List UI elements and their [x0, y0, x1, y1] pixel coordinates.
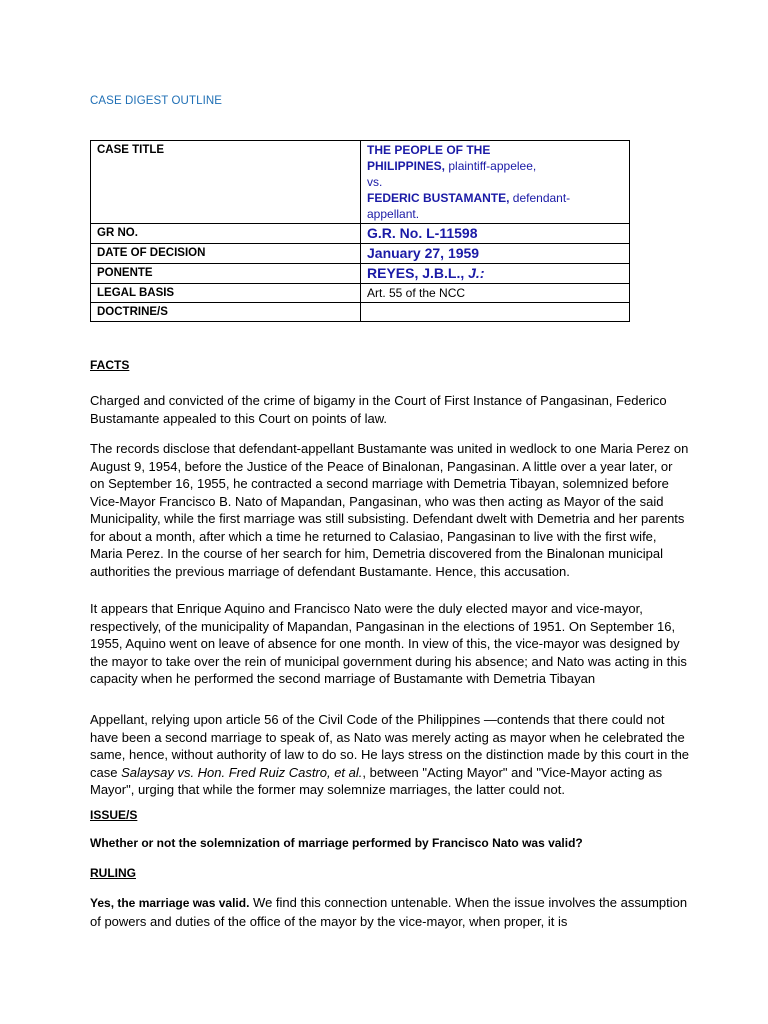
facts-heading: FACTS: [90, 358, 130, 372]
doctrine-label: DOCTRINE/S: [91, 303, 361, 322]
date-value: January 27, 1959: [367, 245, 480, 261]
facts-p4-part-b: , between "Acting Mayor" and "Vice-Mayor acting as Mayor", urging that while the former may solemnize marriages, the latter could not.: [90, 764, 663, 797]
ruling-heading: RULING: [90, 866, 136, 880]
issue-question: Whether or not the solemnization of marriage performed by Francisco Nato was valid?: [90, 836, 583, 850]
facts-paragraph-2: The records disclose that defendant-appellant Bustamante was united in wedlock to one Maria Perez on August 9, 1954, before the Justice of the Peace of Binalonan, Pangasinan. A little over a year later, or on September 16, 1955, he contracted a second marriage with Demetria Tibayan, solemnized before Vice-Mayor Francisco B. Nato of Mapandan, Pangasinan, who was then acting as Mayor of the said Municipality, while the first marriage was still subsisting. Defendant dwelt with Demetria and her parents for about a month, after which a time he returned to Calasiao, Pangasinan to live with the first wife, Maria Perez. In the course of her search for him, Demetria discovered from the Binalonan municipal authorities the previous marriage of defendant Bustamante. Hence, this accusation.: [90, 441, 689, 579]
case-title-defendant-role: defendant-: [509, 191, 571, 205]
gr-value: G.R. No. L-11598: [367, 225, 478, 241]
cited-case: Salaysay vs. Hon. Fred Ruiz Castro, et al.: [121, 764, 363, 780]
case-digest-table: [90, 140, 630, 322]
issue-heading: ISSUE/S: [90, 808, 138, 822]
ponente-value: REYES, J.B.L.,: [367, 265, 469, 281]
facts-paragraph-4: [90, 711, 690, 799]
ruling-text: We find this connection untenable. When the issue involves the assumption of powers and duties of the office of the mayor by the vice-mayor, when proper, it is: [90, 895, 688, 929]
legal-basis-label: LEGAL BASIS: [91, 284, 361, 303]
case-title-versus: vs.: [367, 175, 383, 189]
ponente-j: J.:: [468, 265, 485, 281]
case-title-label: CASE TITLE: [91, 141, 361, 224]
case-title-line1: THE PEOPLE OF THE: [367, 143, 491, 157]
date-label: DATE OF DECISION: [91, 244, 361, 264]
case-title-plaintiff-role: plaintiff-appelee,: [445, 159, 537, 173]
case-title-row: [91, 141, 630, 224]
facts-paragraph-1: Charged and convicted of the crime of bigamy in the Court of First Instance of Pangasinan, Federico Bustamante appealed to this Court on points of law.: [90, 393, 667, 426]
gr-label: GR NO.: [91, 224, 361, 244]
facts-p4-part-a: Appellant, relying upon article 56 of the Civil Code of the Philippines —contends that there could not have been a second marriage to speak of, as Nato was merely acting as mayor when he celebrated the same, hence, without authority of law to do so. He lays stress on the distinction made by this court in the case: [90, 712, 690, 780]
ruling-lead: Yes, the marriage was valid.: [90, 896, 250, 910]
date-row: [91, 244, 630, 264]
outline-heading: CASE DIGEST OUTLINE: [90, 95, 223, 107]
case-title-value: [361, 141, 630, 224]
ruling-paragraph: [90, 894, 690, 930]
ponente-label: PONENTE: [91, 264, 361, 284]
case-title-defendant: FEDERIC BUSTAMANTE,: [367, 191, 510, 205]
date-value-cell: [361, 244, 630, 264]
case-title-appellant: appellant.: [367, 207, 420, 221]
gr-row: [91, 224, 630, 244]
doctrine-value: [361, 303, 630, 322]
legal-basis-row: [91, 284, 630, 303]
doctrine-row: [91, 303, 630, 322]
ponente-row: [91, 264, 630, 284]
case-title-plaintiff: PHILIPPINES,: [367, 159, 446, 173]
ponente-value-cell: [361, 264, 630, 284]
gr-value-cell: [361, 224, 630, 244]
legal-basis-value: Art. 55 of the NCC: [361, 284, 630, 303]
facts-paragraph-3: It appears that Enrique Aquino and Francisco Nato were the duly elected mayor and vice-mayor, respectively, of the municipality of Mapandan, Pangasinan in the elections of 1951. On September 16, 1955, Aquino went on leave of absence for one month. In view of this, the vice-mayor was designed by the mayor to take over the rein of municipal government during his absence; and Nato was acting in this capacity when he performed the second marriage of Bustamante with Demetria Tibayan: [90, 601, 687, 686]
